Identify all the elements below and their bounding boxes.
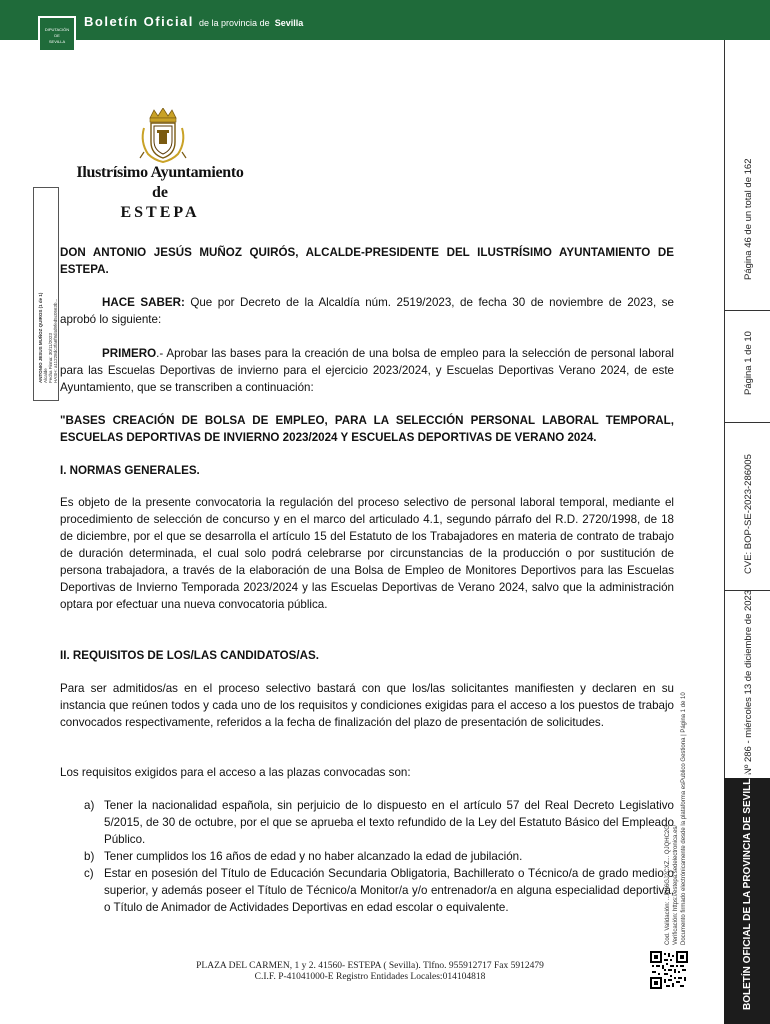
signature-line-2: Alcalde [43, 368, 48, 383]
list-item-text: Tener cumplidos los 16 años de edad y no haber alcanzado la edad de jubilación. [104, 850, 523, 863]
list-item-text: Estar en posesión del Título de Educación Secundaria Obligatoria, Bachillerato o Técnico/a de grado medio o superior, y además poseer el Título de Técnico/a Monitor/a y/o entrenador/a en alguna especialidad deportiva, o Título de Animador de Actividades Deportivas en edad escolar o equivalente. [104, 867, 674, 914]
bases-title: "BASES CREACIÓN DE BOLSA DE EMPLEO, PARA LA SELECCIÓN PERSONAL LABORAL TEMPORAL, ESCUELAS DEPORTIVAS DE INVIERNO 2023/2024 Y ESCUELAS DEPORTIVAS DE VERANO 2024. [60, 414, 674, 444]
letterhead-line-1: Ilustrísimo Ayuntamiento [76, 164, 244, 181]
section-2-text: Para ser admitidos/as en el proceso selectivo bastará con que los/las solicitantes manifiesten y declaren en su instancia que reúnen todos y cada uno de los requisitos y condiciones exigidas para el acceso a los puestos de trabajo convocados respectivamente, referidos a la fecha de finalización del plazo de presentación de solicitudes. [60, 682, 674, 729]
letterhead-line-2: de [152, 184, 168, 201]
list-marker: b) [84, 850, 95, 863]
list-item [84, 865, 674, 916]
signature-line-4: HASH: a11228dc3fa6f8d4d9fed5c0563b... [53, 298, 58, 383]
signature-line-1: ANTONIO JESUS MUÑOZ QUIROS (1 de 1) [38, 292, 43, 383]
section-1-title: I. NORMAS GENERALES. [60, 464, 200, 477]
list-item [84, 797, 674, 848]
bop-header-banner [0, 0, 770, 40]
verification-line-3: Documento firmado electrónicamente desde la plataforma esPublico Gestiona | Página 1 de 10 [681, 692, 687, 945]
signature-stamp [33, 187, 59, 401]
bop-title-sub: de la provincia de [199, 18, 270, 28]
bop-title-province: Sevilla [274, 18, 304, 28]
sidebar-cell-cve [725, 422, 770, 591]
sidebar-cell-page-total [725, 40, 770, 311]
list-marker: c) [84, 867, 94, 880]
intro-heading: DON ANTONIO JESÚS MUÑOZ QUIRÓS, ALCALDE-PRESIDENTE DEL ILUSTRÍSIMO AYUNTAMIENTO DE ESTEPA. [60, 246, 674, 276]
signature-line-3: Fecha Firma: 30/11/2023 [48, 333, 53, 383]
hace-saber-label: HACE SABER: [102, 296, 185, 309]
logo-line-1: DIPUTACIÓN [44, 27, 70, 32]
verification-line-2: Verificación: https://estepa.sedelectronica.es/ [673, 824, 679, 945]
qr-code-icon [650, 951, 688, 989]
primero-label: PRIMERO [102, 347, 157, 360]
hace-saber-paragraph [60, 294, 674, 328]
letterhead-line-3: ESTEPA [120, 204, 200, 221]
requisitos-intro: Los requisitos exigidos para el acceso a las plazas convocadas son: [60, 766, 411, 779]
section-2-title: II. REQUISITOS DE LOS/LAS CANDIDATOS/AS. [60, 649, 319, 662]
sidebar-cell-issue [725, 590, 770, 778]
section-1-text: Es objeto de la presente convocatoria la regulación del proceso selectivo de personal laboral temporal, mediante el procedimiento de selección de concurso y en el marco del articulado 4.1, segundo párrafo del R.D. 2720/1998, de 18 de diciembre, por el que se desarrolla el artículo 15 del Estatuto de los Trabajadores en materia de contrato de trabajo de duración determinada, el cual solo podrá celebrarse por circunstancias de la producción o por sustitución de persona trabajadora, a través de la elaboración de una Bolsa de Empleo de Monitores Deportivos para las Escuelas Deportivas de Invierno Temporada 2023/2024 y las Escuelas Deportivas de Verano 2024, salvo que la administración optara por efectuar una nueva convocatoria pública. [60, 496, 674, 611]
hace-saber-text: Que por Decreto de la Alcaldía núm. 2519/2023, de fecha 30 de noviembre de 2023, se aprobó lo siguiente: [60, 296, 674, 326]
issue-date-label: Nº 286 - miércoles 13 de diciembre de 2023 [743, 589, 754, 775]
logo-line-3: SEVILLA [48, 39, 66, 44]
list-marker: a) [84, 799, 95, 812]
diputacion-logo [38, 16, 76, 52]
page-total-label: Página 46 de un total de 162 [743, 158, 754, 280]
list-item [84, 848, 674, 865]
primero-text: .- Aprobar las bases para la creación de una bolsa de empleo para la selección de personal laboral para las Escuelas Deportivas de invierno para el ejercicio 2023/2024, y Escuelas Deportivas Verano 2024, de este Ayuntamiento, que se transcriben a continuación: [60, 347, 674, 394]
footer-address: PLAZA DEL CARMEN, 1 y 2. 41560- ESTEPA ( Sevilla). Tlfno. 955912717 Fax 5912479 [196, 961, 544, 971]
sidebar-cell-page-doc [725, 310, 770, 423]
primero-paragraph [60, 345, 674, 396]
bop-title-main: Boletín Oficial [84, 14, 194, 29]
requisitos-list [84, 797, 674, 916]
bop-vertical-title: BOLETÍN OFICIAL DE LA PROVINCIA DE SEVILLA [742, 771, 753, 1010]
bop-sidebar-footer [724, 771, 770, 1024]
page-doc-label: Página 1 de 10 [743, 331, 754, 395]
logo-line-2: DE [54, 33, 60, 38]
footer-registry: C.I.F. P-41041000-E Registro Entidades Locales:014104818 [254, 972, 486, 982]
cve-label: CVE: BOP-SE-2023-286005 [743, 454, 754, 574]
bop-title [84, 14, 303, 29]
list-item-text: Tener la nacionalidad española, sin perjuicio de lo dispuesto en el artículo 57 del Real Decreto Legislativo 5/2015, de 30 de octubre, por el que se aprueba el texto refundido de la Ley del Estatuto Básico del Empleado Público. [104, 799, 674, 846]
verification-line-1: Cod. Validación: ...PK6GJ2CXZ... QJQHC2G [665, 825, 671, 945]
estepa-crest-icon [138, 108, 188, 164]
